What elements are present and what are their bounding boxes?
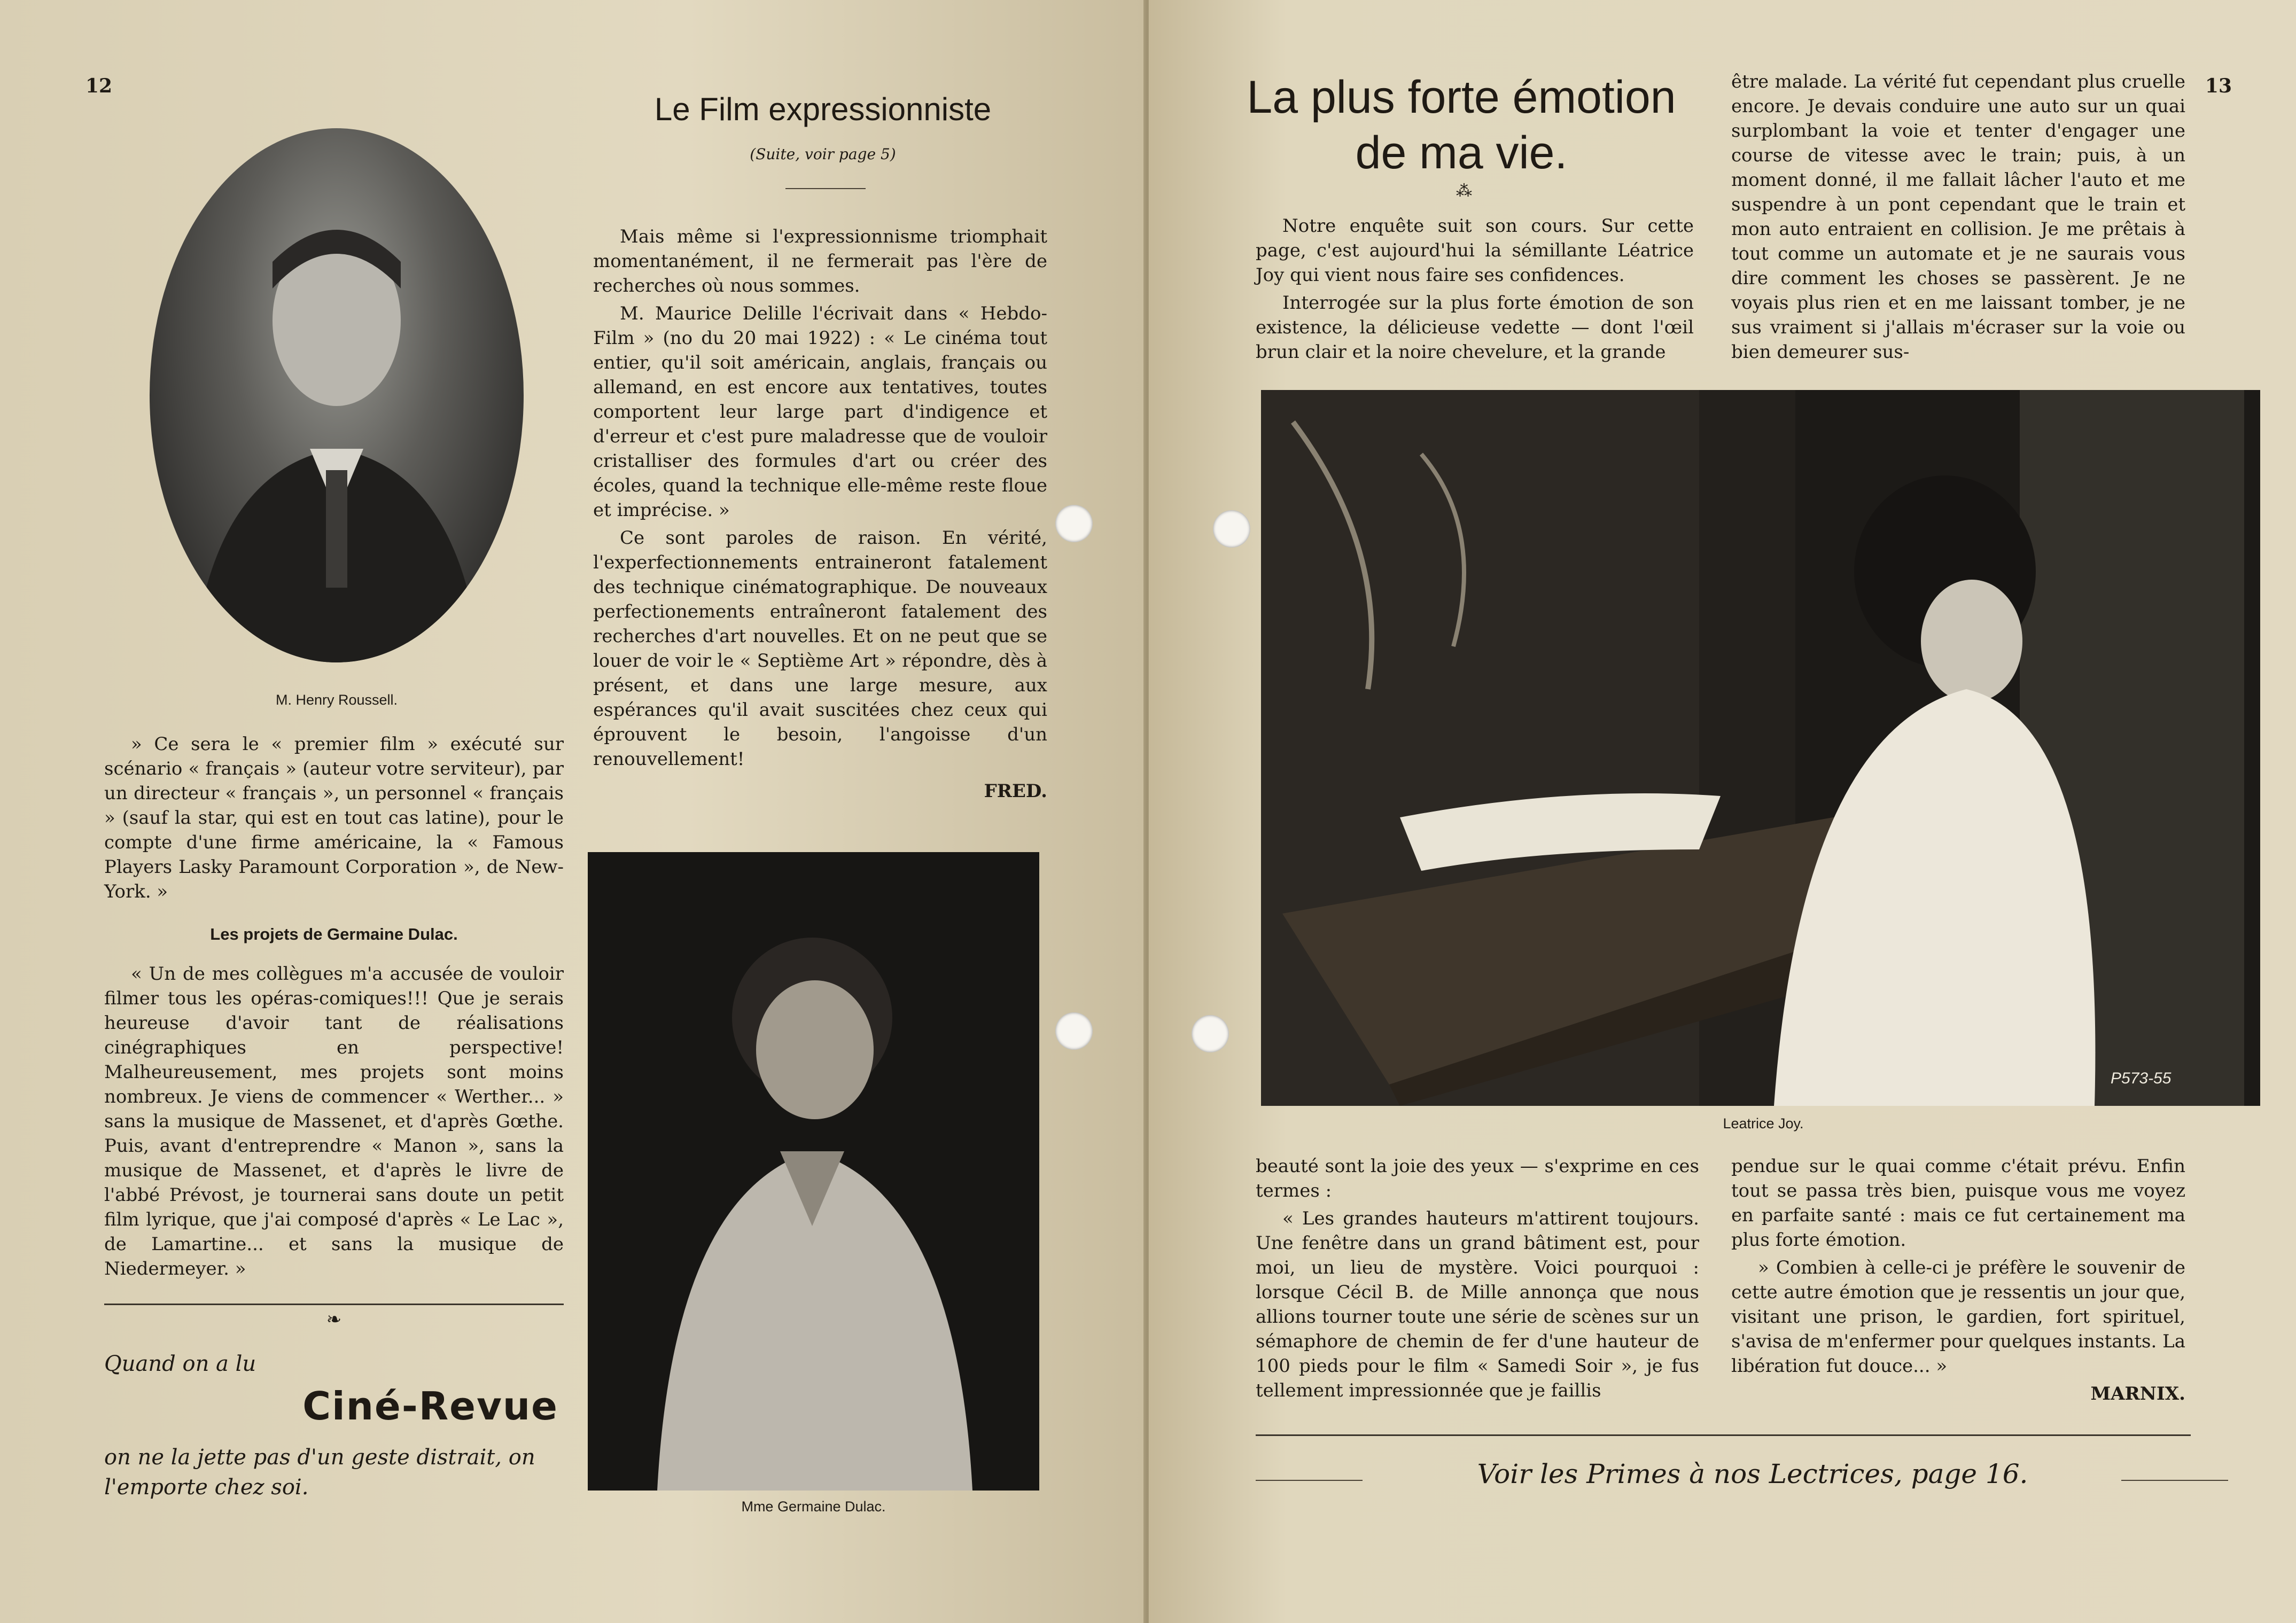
paragraph: » Combien à celle-ci je préfère le souvenir de cette autre émotion que je ressentis un jour que, visitant une prison, le gardien, fort spirituel, s'avisa de m'enfermer pour quelques instants. La libération fut douce... » [1731,1257,2185,1377]
photo-germaine-dulac [588,852,1039,1491]
paragraph: « Les grandes hauteurs m'attirent toujours. Une fenêtre dans un grand bâtiment est, pour moi, un lieu de mystère. Voici pourquoi : lorsque Cécil B. de Mille annonça que nous allions tourner toute une série de scènes sur un sémaphore de chemin de fer d'une hauteur de 100 pieds pour le film « Samedi Soir », je fus tellement impressionnée que je faillis [1256,1208,1699,1401]
footer-notice: Voir les Primes à nos Lectrices, page 16. [1477,1458,2028,1489]
portrait-figure-icon [588,852,1039,1491]
portrait-henry-roussell [150,128,524,662]
paragraph: Mais même si l'expressionnisme triomphait momentanément, il ne fermerait pas l'ère de recherches où nous sommes. [593,226,1047,296]
dulac-caption: Mme Germaine Dulac. [741,1499,886,1515]
paragraph: beauté sont la joie des yeux — s'exprime en ces termes : [1256,1156,1699,1201]
paragraph: Interrogée sur la plus forte émotion de son existence, la délicieuse vedette — dont l'œil brun clair et la noire chevelure, et la grande [1256,292,1694,363]
paragraph: être malade. La vérité fut cependant plus cruelle encore. Je devais conduire une auto sur un quai surplombant la voie et tenter d'engager une course de vitesse avec le train; puis, à un moment donné, il me fallait lâcher l'auto et me suspendre à un pont cependant que le train et mon auto entraient en collision. Je me prêtais à tout comme un automate et je ne saurais vous dire comment les choses se passèrent. Je ne voyais plus rien et en me laissant tomber, je ne sus vraiment si j'allais m'écraser sur la voie ou bien demeurer sus- [1731,71,2185,363]
title-line-2: de ma vie. [1355,127,1568,178]
promo-line-1: Quand on a lu [104,1352,256,1376]
article-title: Le Film expressionniste [654,91,992,127]
page-number-right: 13 [2205,75,2232,97]
ornament-icon: ❧ [326,1309,342,1330]
page-number-left: 12 [85,75,113,97]
punch-hole [1055,1012,1093,1050]
punch-hole [1213,510,1250,548]
paragraph: Notre enquête suit son cours. Sur cette page, c'est aujourd'hui la sémillante Léatrice Joy qui vient nous faire ses confidences. [1256,215,1694,286]
wavy-ornament-left [1256,1480,1363,1481]
cine-revue-logo: Ciné-Revue [302,1384,558,1429]
punch-hole [1192,1015,1229,1052]
paragraph: pendue sur le quai comme c'était prévu. Enfin tout se passa très bien, puisque vous me voyez en parfaite santé : mais ce fut certainement ma plus forte émotion. [1731,1156,2185,1251]
title-line-1: La plus forte émotion [1247,72,1676,123]
signature: FRED. [984,781,1047,802]
photo-leatrice-joy [1261,390,2260,1106]
article-title-right [1229,69,1694,181]
ornament-icon: ⁂ [1456,182,1472,200]
desk-scene-icon [1261,390,2260,1106]
top-right-column [1731,69,2185,364]
punch-hole [1055,505,1093,542]
left-page [0,0,1143,1623]
right-page [1149,0,2296,1623]
paragraph: Ce sont paroles de raison. En vérité, l'experfectionnements entraineront fatalement des technique cinématographique. De nouveaux perfectionements entraîneront fatalement des recherches d'art nouvelles. Et on ne peut que se louer de voir le « Septième Art » répondre, dès à présent, et dans une large mesure, aux espérances qu'il avait suscitées chez ceux qui éprouvent le besoin, l'angoisse d'un renouvellement! [593,527,1047,770]
divider [1256,1434,2191,1436]
bottom-right-column [1731,1154,2185,1406]
photo-code: P573-55 [2111,1070,2172,1087]
portrait-caption: M. Henry Roussell. [275,692,398,708]
paragraph: M. Maurice Delille l'écrivait dans « Hebdo-Film » (no du 20 mai 1922) : « Le cinéma tout entier, qu'il soit américain, anglais, français ou allemand, en est encore aux tentatives, toutes comportent leur large part d'indigence et d'erreur et c'est pure maladresse que de vouloir cristalliser des formules d'art ou créer des écoles, quand la technique elle-même reste floue et imprécise. » [593,303,1047,521]
divider [785,188,866,189]
paragraph: » Ce sera le « premier film » exécuté sur scénario « français » (auteur votre serviteur), par un directeur « français », un personnel « français » (sauf la star, qui est en tout cas latine), pour le compte d'une firme américaine, la « Famous Players Lasky Paramount Corporation », de New-York. » [104,734,564,902]
left-column-2 [593,224,1047,803]
bottom-left-column [1256,1154,1699,1406]
paragraph: « Un de mes collègues m'a accusée de vouloir filmer tous les opéras-comiques!!! Que je serais heureuse d'avoir tant de réalisations cinégraphiques en perspective! Malheureusement, mes projets sont moins nombreux. Je viens de commencer « Werther... » sans la musique de Massenet, et d'après Gœthe. Puis, avant d'entreprendre « Manon », sans la musique de Massenet, et d'après le livre de l'abbé Prévost, je tournerai sans doute un petit film lyrique, que j'ai composé d'après « Le Lac », de Lamartine... et sans la musique de Niedermeyer. » [104,963,564,1279]
promo-line-2: on ne la jette pas d'un geste distrait, on l'emporte chez soi. [104,1445,535,1500]
article-subtitle: (Suite, voir page 5) [750,145,896,163]
portrait-figure-icon [150,128,524,662]
divider [104,1304,564,1305]
section-heading: Les projets de Germaine Dulac. [210,925,458,943]
signature: MARNIX. [2090,1383,2185,1404]
wavy-ornament-right [2121,1480,2228,1481]
intro-column [1256,214,1694,368]
left-column-1 [104,732,564,1284]
leatrice-caption: Leatrice Joy. [1723,1115,1804,1132]
